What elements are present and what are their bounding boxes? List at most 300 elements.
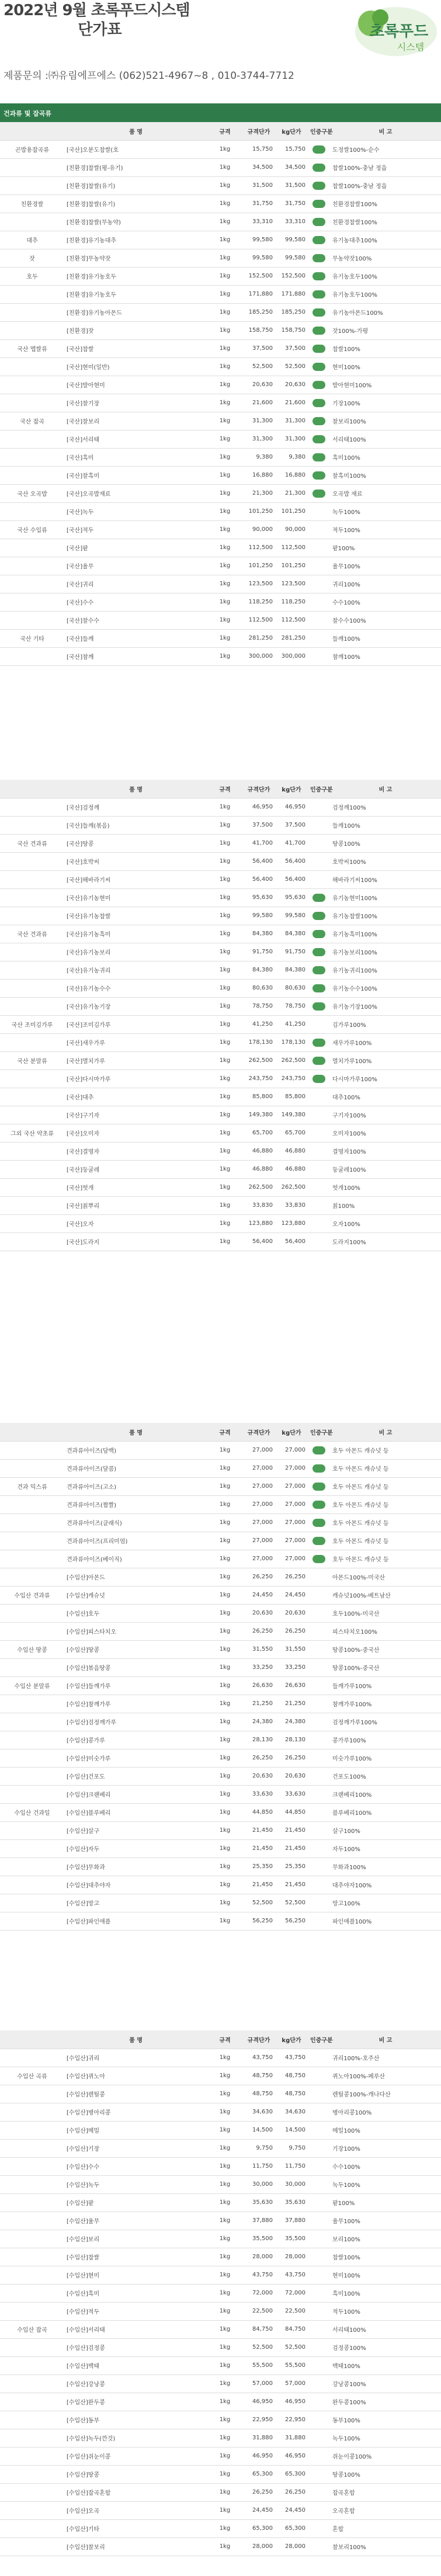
unit-cell: 1kg xyxy=(207,1532,242,1550)
cert-badge-cell xyxy=(308,158,330,176)
table-row xyxy=(0,1912,441,1930)
product-name-cell: [수입산]병아리콩 xyxy=(64,2103,207,2121)
cert-badge-cell xyxy=(308,448,330,466)
product-name-cell: [국산]멸치가루 xyxy=(64,1051,207,1070)
product-name-cell: 견과류아이즈(고소) xyxy=(64,1477,207,1495)
eco-cert-icon xyxy=(312,399,325,407)
note-cell: 유기농귀리100% xyxy=(330,961,441,979)
unit-cell: 1kg xyxy=(207,140,242,158)
cert-badge-cell xyxy=(308,249,330,267)
product-name-cell: [친환경]유기농아몬드 xyxy=(64,303,207,321)
unit-cell: 1kg xyxy=(207,2121,242,2139)
kg-price-cell: 22,500 xyxy=(275,2302,308,2320)
kg-price-cell: 22,950 xyxy=(275,2411,308,2429)
product-name-cell: [국산]오곡밥재료 xyxy=(64,484,207,502)
section-title: 건과류 및 잡곡류 xyxy=(0,103,441,122)
cert-badge-cell xyxy=(308,2465,330,2483)
eco-cert-icon xyxy=(312,272,325,280)
note-cell: 메밀100% xyxy=(330,2121,441,2139)
eco-cert-icon xyxy=(312,308,325,317)
product-name-cell: [국산]오미자 xyxy=(64,1124,207,1142)
unit-price-cell: 31,750 xyxy=(242,195,275,213)
unit-cell: 1kg xyxy=(207,1441,242,1459)
kg-price-cell: 95,630 xyxy=(275,888,308,907)
unit-price-cell: 20,630 xyxy=(242,1604,275,1622)
eco-cert-icon xyxy=(312,164,325,172)
cert-badge-cell xyxy=(308,2103,330,2121)
table-row xyxy=(0,2175,441,2193)
unit-cell: 1kg xyxy=(207,2519,242,2537)
column-header xyxy=(0,2030,64,2049)
cert-badge-cell xyxy=(308,1441,330,1459)
category-cell xyxy=(0,2519,64,2537)
note-cell: 호두 아몬드 캐슈넛 등 xyxy=(330,1441,441,1459)
table-row xyxy=(0,1214,441,1233)
cert-badge-cell xyxy=(308,1803,330,1821)
kg-price-cell: 56,400 xyxy=(275,852,308,870)
kg-price-cell: 26,250 xyxy=(275,2483,308,2501)
category-cell xyxy=(0,979,64,997)
table-row xyxy=(0,1894,441,1912)
note-cell: 오자100% xyxy=(330,1214,441,1233)
kg-price-cell: 34,500 xyxy=(275,158,308,176)
table-row xyxy=(0,2302,441,2320)
cert-badge-cell xyxy=(308,1785,330,1803)
unit-price-cell: 84,380 xyxy=(242,961,275,979)
column-header: kg단가 xyxy=(275,122,308,140)
eco-cert-icon xyxy=(312,218,325,226)
table-row xyxy=(0,2193,441,2212)
kg-price-cell: 118,250 xyxy=(275,593,308,611)
kg-price-cell: 27,000 xyxy=(275,1513,308,1532)
table-row xyxy=(0,1767,441,1785)
unit-cell: 1kg xyxy=(207,1550,242,1568)
cert-badge-cell xyxy=(308,394,330,412)
cert-badge-cell xyxy=(308,961,330,979)
unit-price-cell: 21,300 xyxy=(242,484,275,502)
unit-price-cell: 31,880 xyxy=(242,2429,275,2447)
kg-price-cell: 84,750 xyxy=(275,2320,308,2338)
cert-badge-cell xyxy=(308,303,330,321)
cert-badge-cell xyxy=(308,412,330,430)
product-name-cell: [수입산]수수 xyxy=(64,2157,207,2175)
cert-badge-cell xyxy=(308,798,330,816)
kg-price-cell: 21,300 xyxy=(275,484,308,502)
product-name-cell: [수입산]미숫가루 xyxy=(64,1749,207,1767)
category-cell xyxy=(0,1839,64,1858)
table-row xyxy=(0,231,441,249)
note-cell: 보리100% xyxy=(330,2230,441,2248)
eco-cert-icon xyxy=(312,1501,325,1509)
product-name-cell: 견과류아이즈(프리미엄) xyxy=(64,1532,207,1550)
kg-price-cell: 84,380 xyxy=(275,925,308,943)
table-row xyxy=(0,539,441,557)
eco-cert-icon xyxy=(312,345,325,353)
kg-price-cell: 123,500 xyxy=(275,575,308,593)
kg-price-cell: 281,250 xyxy=(275,629,308,647)
column-header xyxy=(0,780,64,798)
kg-price-cell: 185,250 xyxy=(275,303,308,321)
unit-price-cell: 21,250 xyxy=(242,1695,275,1713)
unit-price-cell: 33,830 xyxy=(242,1196,275,1214)
unit-cell: 1kg xyxy=(207,2049,242,2067)
kg-price-cell: 27,000 xyxy=(275,1532,308,1550)
kg-price-cell: 65,700 xyxy=(275,1124,308,1142)
kg-price-cell: 65,300 xyxy=(275,2465,308,2483)
product-name-cell: [친환경]잣 xyxy=(64,321,207,339)
column-header: 품 명 xyxy=(64,780,207,798)
unit-cell: 1kg xyxy=(207,1051,242,1070)
kg-price-cell: 37,880 xyxy=(275,2212,308,2230)
table-row xyxy=(0,1858,441,1876)
unit-price-cell: 56,400 xyxy=(242,870,275,888)
kg-price-cell: 16,880 xyxy=(275,466,308,484)
table-row xyxy=(0,2483,441,2501)
unit-price-cell: 123,880 xyxy=(242,1214,275,1233)
category-cell xyxy=(0,1214,64,1233)
note-cell: 호박씨100% xyxy=(330,852,441,870)
kg-price-cell: 27,000 xyxy=(275,1550,308,1568)
kg-price-cell: 28,000 xyxy=(275,2537,308,2556)
cert-badge-cell xyxy=(308,2248,330,2266)
table-row xyxy=(0,2447,441,2465)
unit-cell: 1kg xyxy=(207,870,242,888)
kg-price-cell: 21,250 xyxy=(275,1695,308,1713)
table-row xyxy=(0,997,441,1015)
note-cell: 콩가루100% xyxy=(330,1731,441,1749)
unit-cell: 1kg xyxy=(207,1821,242,1839)
table-row xyxy=(0,285,441,303)
unit-price-cell: 26,630 xyxy=(242,1676,275,1695)
product-name-cell: [수입산]콩가루 xyxy=(64,1731,207,1749)
category-cell xyxy=(0,176,64,195)
category-cell xyxy=(0,2230,64,2248)
note-cell: 오곡혼합 xyxy=(330,2501,441,2519)
product-name-cell: [친환경]유기농호두 xyxy=(64,285,207,303)
product-name-cell: [친환경]유기농대추 xyxy=(64,231,207,249)
note-cell: 서리태100% xyxy=(330,2320,441,2338)
unit-price-cell: 21,600 xyxy=(242,394,275,412)
kg-price-cell: 243,750 xyxy=(275,1070,308,1088)
note-cell: 결명자100% xyxy=(330,1142,441,1160)
unit-price-cell: 31,300 xyxy=(242,412,275,430)
kg-price-cell: 35,500 xyxy=(275,2230,308,2248)
product-name-cell: 견과류아이즈(클래식) xyxy=(64,1513,207,1532)
kg-price-cell: 26,630 xyxy=(275,1676,308,1695)
cert-badge-cell xyxy=(308,1676,330,1695)
unit-price-cell: 34,500 xyxy=(242,158,275,176)
category-cell xyxy=(0,2085,64,2103)
category-cell xyxy=(0,575,64,593)
kg-price-cell: 123,880 xyxy=(275,1214,308,1233)
unit-cell: 1kg xyxy=(207,2067,242,2085)
product-name-cell: [친환경]찹쌀(평-유기) xyxy=(64,158,207,176)
unit-cell: 1kg xyxy=(207,2501,242,2519)
table-row xyxy=(0,2212,441,2230)
unit-cell: 1kg xyxy=(207,1233,242,1251)
note-cell: 적두100% xyxy=(330,2302,441,2320)
note-cell: 호두 아몬드 캐슈넛 등 xyxy=(330,1477,441,1495)
cert-badge-cell xyxy=(308,611,330,629)
unit-cell: 1kg xyxy=(207,1658,242,1676)
kg-price-cell: 99,580 xyxy=(275,249,308,267)
cert-badge-cell xyxy=(308,2284,330,2302)
unit-cell: 1kg xyxy=(207,2338,242,2356)
unit-price-cell: 55,500 xyxy=(242,2356,275,2374)
cert-badge-cell xyxy=(308,1731,330,1749)
category-cell xyxy=(0,1160,64,1178)
cert-badge-cell xyxy=(308,321,330,339)
unit-cell: 1kg xyxy=(207,2157,242,2175)
product-name-cell: [국산]유기농현미 xyxy=(64,888,207,907)
category-cell xyxy=(0,303,64,321)
unit-price-cell: 72,000 xyxy=(242,2284,275,2302)
unit-cell: 1kg xyxy=(207,2374,242,2393)
price-table-3 xyxy=(0,1423,441,1931)
category-cell xyxy=(0,158,64,176)
note-cell: 파인애플100% xyxy=(330,1912,441,1930)
unit-cell: 1kg xyxy=(207,539,242,557)
eco-cert-icon xyxy=(312,1537,325,1545)
table-row xyxy=(0,575,441,593)
category-cell xyxy=(0,430,64,448)
unit-cell: 1kg xyxy=(207,961,242,979)
table-row xyxy=(0,1586,441,1604)
category-cell xyxy=(0,2465,64,2483)
column-header: 규격 xyxy=(207,1423,242,1441)
eco-cert-icon xyxy=(312,417,325,425)
eco-cert-icon xyxy=(312,327,325,335)
unit-cell: 1kg xyxy=(207,267,242,285)
table-row xyxy=(0,1749,441,1767)
contact-info: 제품문의 :㈜유림에프에스 (062)521-4967~8 , 010-3744-7712 xyxy=(4,70,294,82)
eco-cert-icon xyxy=(312,930,325,938)
price-table-2 xyxy=(0,780,441,1251)
cert-badge-cell xyxy=(308,979,330,997)
unit-cell: 1kg xyxy=(207,430,242,448)
category-cell xyxy=(0,1568,64,1586)
unit-price-cell: 20,630 xyxy=(242,1767,275,1785)
cert-badge-cell xyxy=(308,2356,330,2374)
eco-cert-icon xyxy=(312,236,325,244)
kg-price-cell: 171,880 xyxy=(275,285,308,303)
kg-price-cell: 25,350 xyxy=(275,1858,308,1876)
unit-cell: 1kg xyxy=(207,285,242,303)
note-cell: 혼합 xyxy=(330,2519,441,2537)
table-row xyxy=(0,1731,441,1749)
unit-price-cell: 15,750 xyxy=(242,140,275,158)
note-cell: 호두 아몬드 캐슈넛 등 xyxy=(330,1495,441,1513)
unit-cell: 1kg xyxy=(207,1676,242,1695)
kg-price-cell: 52,500 xyxy=(275,357,308,376)
column-header: 규격단가 xyxy=(242,780,275,798)
kg-price-cell: 56,400 xyxy=(275,870,308,888)
note-cell: 호두 아몬드 캐슈넛 등 xyxy=(330,1459,441,1477)
product-name-cell: [수입산]검정콩 xyxy=(64,2338,207,2356)
table-row xyxy=(0,502,441,520)
category-cell xyxy=(0,357,64,376)
column-header: 인증구분 xyxy=(308,122,330,140)
unit-price-cell: 281,250 xyxy=(242,629,275,647)
product-name-cell: [친환경]찹쌀(유기) xyxy=(64,195,207,213)
product-name-cell: [수입산]망고 xyxy=(64,1894,207,1912)
cert-badge-cell xyxy=(308,1550,330,1568)
unit-price-cell: 65,700 xyxy=(242,1124,275,1142)
table-row xyxy=(0,2429,441,2447)
cert-badge-cell xyxy=(308,647,330,665)
product-name-cell: [국산]오자 xyxy=(64,1214,207,1233)
unit-cell: 1kg xyxy=(207,1713,242,1731)
unit-price-cell: 85,800 xyxy=(242,1088,275,1106)
unit-cell: 1kg xyxy=(207,1106,242,1124)
kg-price-cell: 34,630 xyxy=(275,2103,308,2121)
kg-price-cell: 84,380 xyxy=(275,961,308,979)
table-row xyxy=(0,2519,441,2537)
table-row xyxy=(0,1876,441,1894)
note-cell: 블루베리100% xyxy=(330,1803,441,1821)
kg-price-cell: 43,750 xyxy=(275,2266,308,2284)
unit-price-cell: 300,000 xyxy=(242,647,275,665)
unit-price-cell: 22,500 xyxy=(242,2302,275,2320)
unit-price-cell: 149,380 xyxy=(242,1106,275,1124)
table-row xyxy=(0,834,441,852)
note-cell: 미숫가루100% xyxy=(330,1749,441,1767)
note-cell: 헛개100% xyxy=(330,1178,441,1196)
table-row xyxy=(0,629,441,647)
note-cell: 대추야자100% xyxy=(330,1876,441,1894)
unit-price-cell: 99,580 xyxy=(242,907,275,925)
kg-price-cell: 27,000 xyxy=(275,1495,308,1513)
table-row xyxy=(0,1550,441,1568)
eco-cert-icon xyxy=(312,254,325,262)
table-row xyxy=(0,925,441,943)
kg-price-cell: 33,630 xyxy=(275,1785,308,1803)
table-row xyxy=(0,2284,441,2302)
kg-price-cell: 56,400 xyxy=(275,1233,308,1251)
kg-price-cell: 20,630 xyxy=(275,1767,308,1785)
table-row xyxy=(0,176,441,195)
table-row xyxy=(0,1070,441,1088)
category-cell xyxy=(0,1495,64,1513)
kg-price-cell: 27,000 xyxy=(275,1441,308,1459)
unit-cell: 1kg xyxy=(207,1196,242,1214)
cert-badge-cell xyxy=(308,1477,330,1495)
table-row xyxy=(0,158,441,176)
cert-badge-cell xyxy=(308,925,330,943)
category-cell xyxy=(0,1088,64,1106)
unit-cell: 1kg xyxy=(207,1749,242,1767)
note-cell: 해바라기씨100% xyxy=(330,870,441,888)
unit-price-cell: 26,250 xyxy=(242,1749,275,1767)
eco-cert-icon xyxy=(312,1555,325,1563)
product-name-cell: [국산]흑미 xyxy=(64,448,207,466)
product-name-cell: [국산]유기농귀리 xyxy=(64,961,207,979)
note-cell: 땅콩100%-중국산 xyxy=(330,1640,441,1658)
unit-cell: 1kg xyxy=(207,852,242,870)
note-cell: 찹쌀100% xyxy=(330,339,441,357)
note-cell: 유기농아몬드100% xyxy=(330,303,441,321)
table-row xyxy=(0,1803,441,1821)
cert-badge-cell xyxy=(308,2193,330,2212)
table-row xyxy=(0,2465,441,2483)
product-name-cell: [수입산]완두콩 xyxy=(64,2393,207,2411)
eco-cert-icon xyxy=(312,471,325,480)
kg-price-cell: 78,750 xyxy=(275,997,308,1015)
cert-badge-cell xyxy=(308,176,330,195)
unit-cell: 1kg xyxy=(207,1640,242,1658)
cert-badge-cell xyxy=(308,593,330,611)
unit-price-cell: 46,950 xyxy=(242,2447,275,2465)
kg-price-cell: 33,250 xyxy=(275,1658,308,1676)
unit-price-cell: 21,450 xyxy=(242,1821,275,1839)
note-cell: 녹두100% xyxy=(330,502,441,520)
table-row xyxy=(0,2411,441,2429)
product-name-cell: [국산]찹쌀 xyxy=(64,339,207,357)
cert-badge-cell xyxy=(308,285,330,303)
unit-price-cell: 56,250 xyxy=(242,1912,275,1930)
note-cell: 완두콩100% xyxy=(330,2393,441,2411)
column-header: 규격단가 xyxy=(242,2030,275,2049)
svg-text:초록푸드: 초록푸드 xyxy=(369,23,429,40)
unit-cell: 1kg xyxy=(207,1513,242,1532)
table-row xyxy=(0,979,441,997)
table-row xyxy=(0,647,441,665)
unit-cell: 1kg xyxy=(207,321,242,339)
eco-cert-icon xyxy=(312,489,325,498)
cert-badge-cell xyxy=(308,2121,330,2139)
unit-cell: 1kg xyxy=(207,1731,242,1749)
category-cell xyxy=(0,997,64,1015)
category-cell xyxy=(0,816,64,834)
kg-price-cell: 31,550 xyxy=(275,1640,308,1658)
unit-price-cell: 99,580 xyxy=(242,231,275,249)
unit-price-cell: 31,550 xyxy=(242,1640,275,1658)
category-cell xyxy=(0,611,64,629)
note-cell: 퀴노아100%-페루산 xyxy=(330,2067,441,2085)
unit-price-cell: 9,750 xyxy=(242,2139,275,2157)
cert-badge-cell xyxy=(308,1124,330,1142)
category-cell xyxy=(0,1876,64,1894)
kg-price-cell: 33,830 xyxy=(275,1196,308,1214)
kg-price-cell: 21,450 xyxy=(275,1839,308,1858)
cert-badge-cell xyxy=(308,907,330,925)
kg-price-cell: 99,580 xyxy=(275,907,308,925)
table-row xyxy=(0,888,441,907)
kg-price-cell: 11,750 xyxy=(275,2157,308,2175)
unit-cell: 1kg xyxy=(207,2356,242,2374)
note-cell: 백태100% xyxy=(330,2356,441,2374)
unit-price-cell: 243,750 xyxy=(242,1070,275,1088)
product-name-cell: [수입산]동부 xyxy=(64,2411,207,2429)
unit-cell: 1kg xyxy=(207,1604,242,1622)
unit-price-cell: 26,250 xyxy=(242,1568,275,1586)
note-cell: 수수100% xyxy=(330,593,441,611)
cert-badge-cell xyxy=(308,140,330,158)
product-name-cell: [국산]유기농찹쌀 xyxy=(64,907,207,925)
table-row xyxy=(0,1676,441,1695)
unit-cell: 1kg xyxy=(207,2537,242,2556)
cert-badge-cell xyxy=(308,2157,330,2175)
table-row xyxy=(0,376,441,394)
kg-price-cell: 46,950 xyxy=(275,798,308,816)
category-cell xyxy=(0,1894,64,1912)
cert-badge-cell xyxy=(308,2338,330,2356)
product-name-cell: [수입산]적두 xyxy=(64,2302,207,2320)
cert-badge-cell xyxy=(308,1532,330,1550)
unit-price-cell: 27,000 xyxy=(242,1495,275,1513)
kg-price-cell: 101,250 xyxy=(275,502,308,520)
category-cell xyxy=(0,502,64,520)
